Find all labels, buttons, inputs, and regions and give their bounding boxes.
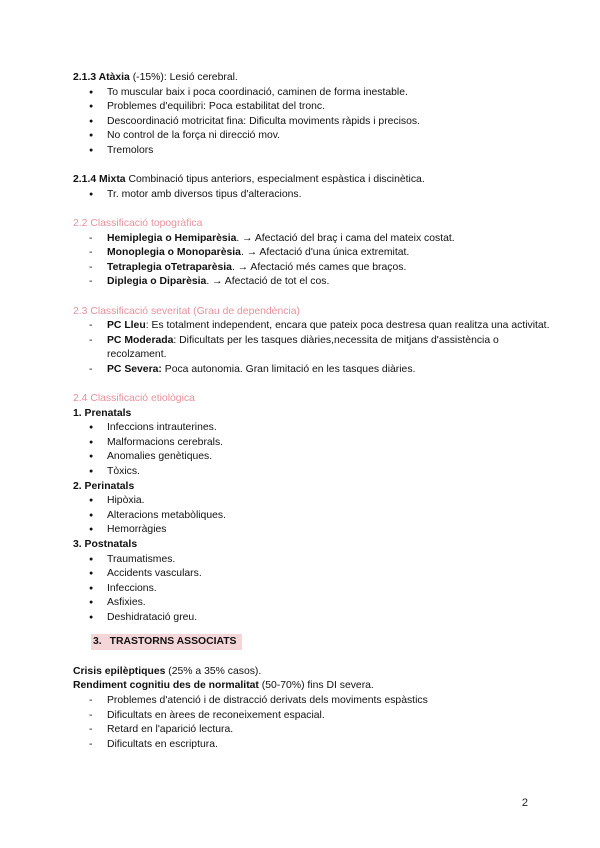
prenatal-label: 1. Prenatals xyxy=(73,407,132,419)
mixta-desc: Combinació tipus anteriors, especialment espàstica i discinètica. xyxy=(125,174,425,186)
term: Tetraplegia oTetraparèsia xyxy=(107,261,232,273)
list-item: ● Hemorràgies xyxy=(73,523,553,538)
list-item: ● Descoordinació motricitat fina: Dificulta moviments ràpids i precisos. xyxy=(73,115,553,130)
rendiment-desc: (50-70%) fins DI severa. xyxy=(258,680,374,692)
list-item: ● Problemes d'equilibri: Poca estabilitat del tronc. xyxy=(73,100,553,115)
term: Hemiplegia o Hemiparèsia xyxy=(107,232,237,244)
crisis-line xyxy=(73,665,553,680)
prenatal-list xyxy=(73,421,553,479)
rendiment-line xyxy=(73,679,553,694)
list-item: ● Accidents vasculars. xyxy=(73,567,553,582)
list-item: ● Anomalies genètiques. xyxy=(73,450,553,465)
list-item: ● Tr. motor amb diversos tipus d'alteracions. xyxy=(73,188,553,203)
ataxia-desc: (-15%): Lesió cerebral. xyxy=(129,72,238,83)
rendiment-label: Rendiment cognitiu des de normalitat xyxy=(73,680,259,692)
list-item xyxy=(73,261,553,276)
etiology-heading: 2.4 Classificació etiològica xyxy=(73,393,195,405)
list-item: ● Asfixies. xyxy=(73,596,553,611)
term: PC Moderada xyxy=(107,334,174,346)
section-3-highlight xyxy=(91,634,242,651)
mixta-label: 2.1.4 Mixta xyxy=(73,174,126,186)
definition: . → Afectació del braç i cama del mateix costat. xyxy=(236,232,455,244)
topographic-list xyxy=(73,232,553,290)
postnatal-label: 3. Postnatals xyxy=(73,539,138,550)
definition: Poca autonomia. Gran limitació en les tasques diàries. xyxy=(161,363,416,375)
postnatal-list xyxy=(73,553,553,626)
definition: . → Afectació més cames que braços. xyxy=(231,261,407,273)
list-item xyxy=(73,275,553,290)
list-item: ● Traumatismes. xyxy=(73,553,553,568)
list-item: ● Infeccions. xyxy=(73,582,553,597)
list-item: ● Deshidratació greu. xyxy=(73,611,553,626)
list-item xyxy=(73,334,553,363)
list-item: ● To muscular baix i poca coordinació, caminen de forma inestable. xyxy=(73,86,553,101)
mixta-heading xyxy=(73,173,553,188)
list-item: ● Tòxics. xyxy=(73,465,553,480)
list-item xyxy=(73,232,553,247)
list-item: ● Infeccions intrauterines. xyxy=(73,421,553,436)
associated-list xyxy=(73,694,553,752)
perinatal-list xyxy=(73,494,553,538)
list-item: ● Malformacions cerebrals. xyxy=(73,436,553,451)
term: Diplegia o Diparèsia xyxy=(107,276,207,288)
crisis-label: Crisis epilèptiques xyxy=(73,665,166,677)
definition: . → Afectació d'una única extremitat. xyxy=(240,247,410,259)
crisis-desc: (25% a 35% casos). xyxy=(165,665,262,677)
list-item xyxy=(73,363,553,378)
list-item: ● Alteracions metabòliques. xyxy=(73,509,553,524)
section-3-heading xyxy=(73,634,553,651)
ataxia-heading xyxy=(73,71,553,86)
term: PC Severa: xyxy=(107,363,162,375)
term: PC Lleu xyxy=(107,320,146,332)
list-item: - Dificultats en escriptura. xyxy=(73,738,553,753)
topographic-heading: 2.2 Classificació topogràfica xyxy=(73,217,203,229)
severity-list xyxy=(73,319,553,377)
list-item xyxy=(73,246,553,261)
severity-heading: 2.3 Classificació severitat (Grau de dependència) xyxy=(73,305,300,317)
list-item: - Problemes d'atenció i de distracció derivats dels moviments espàstics xyxy=(73,694,553,709)
list-item: ● No control de la força ni direcció mov. xyxy=(73,129,553,144)
ataxia-label: 2.1.3 Atàxia xyxy=(73,72,130,83)
list-item: ● Hipòxia. xyxy=(73,494,553,509)
page-content xyxy=(73,71,553,752)
definition: : Es totalment independent, encara que pateix poca destresa quan realitza una activitat. xyxy=(145,320,550,332)
prenatal-title xyxy=(73,407,553,422)
ataxia-list xyxy=(73,86,553,159)
perinatal-title xyxy=(73,480,553,495)
definition: . → Afectació de tot el cos. xyxy=(206,276,330,288)
list-item: - Retard en l'aparició lectura. xyxy=(73,723,553,738)
section-number: 3. xyxy=(93,635,102,647)
list-item xyxy=(73,319,553,334)
term: Monoplegia o Monoparèsia xyxy=(107,247,241,259)
list-item: ● Tremolors xyxy=(73,144,553,159)
list-item: - Dificultats en àrees de reconeixement espacial. xyxy=(73,709,553,724)
definition: : Dificultats per les tasques diàries,necessita de mitjans d'assistència o recolzament. xyxy=(107,334,499,361)
perinatal-label: 2. Perinatals xyxy=(73,480,135,492)
mixta-list xyxy=(73,188,553,203)
postnatal-title xyxy=(73,538,553,553)
page-number: 2 xyxy=(521,797,528,809)
section-title: TRASTORNS ASSOCIATS xyxy=(109,635,237,647)
